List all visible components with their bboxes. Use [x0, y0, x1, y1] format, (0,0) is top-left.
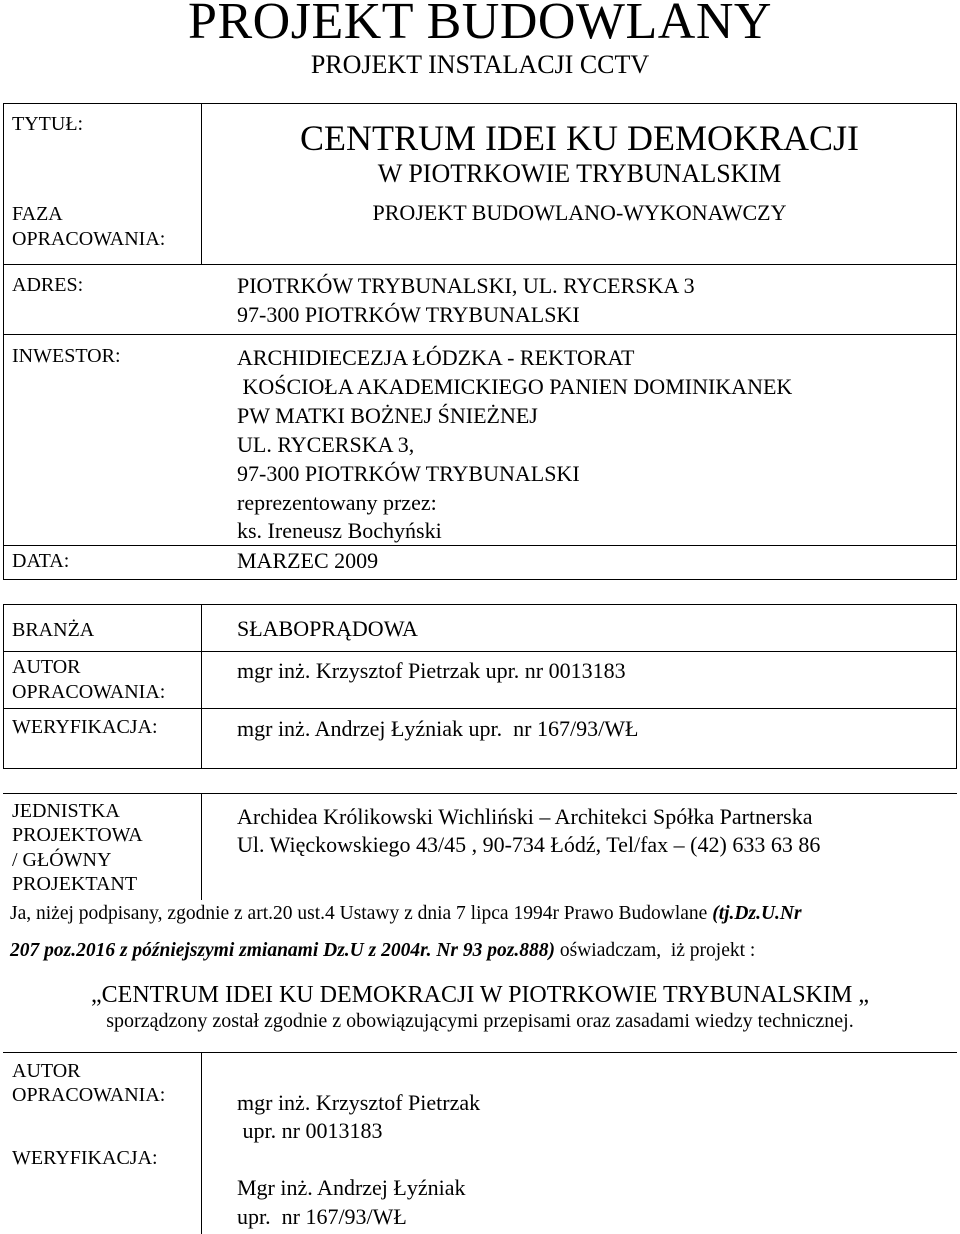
investor-label: INWESTOR:: [12, 345, 121, 367]
unit-name: Archidea Królikowski Wichliński – Architekci Spółka Partnerska: [237, 804, 813, 829]
project-table-row-line: [3, 334, 957, 335]
investor-line: PW MATKI BOŻNEJ ŚNIEŻNEJ: [237, 403, 538, 428]
branch-author-value: mgr inż. Krzysztof Pietrzak upr. nr 0013183: [237, 658, 626, 683]
signature-verifier-license: upr. nr 167/93/WŁ: [237, 1204, 407, 1229]
investor-line: 97-300 PIOTRKÓW TRYBUNALSKI: [237, 461, 580, 486]
address-label: ADRES:: [12, 274, 84, 296]
date-label: DATA:: [12, 550, 70, 572]
declaration-text: Ja, niżej podpisany, zgodnie z art.20 ust.4 Ustawy z dnia 7 lipca 1994r Prawo Budowlane: [10, 903, 713, 924]
branch-label: BRANŻA: [12, 619, 95, 641]
unit-separator: [3, 793, 957, 794]
project-title-line1: CENTRUM IDEI KU DEMOKRACJI: [300, 118, 859, 158]
declaration-line3: sporządzony został zgodnie z obowiązującymi przepisami oraz zasadami wiedzy technicznej.: [106, 1010, 854, 1032]
signatures-separator: [3, 1052, 957, 1053]
document-subtitle: PROJEKT INSTALACJI CCTV: [310, 50, 650, 79]
unit-label-line: / GŁÓWNY: [12, 849, 112, 871]
signature-verifier-name: Mgr inż. Andrzej Łyźniak: [237, 1175, 466, 1200]
address-line2: 97-300 PIOTRKÓW TRYBUNALSKI: [237, 302, 580, 327]
investor-line: ks. Ireneusz Bochyński: [237, 518, 442, 543]
unit-address: Ul. Więckowskiego 43/45 , 90-734 Łódź, Tel/fax – (42) 633 63 86: [237, 832, 821, 857]
investor-line: reprezentowany przez:: [237, 490, 437, 515]
investor-line: UL. RYCERSKA 3,: [237, 432, 415, 457]
unit-label-line: PROJEKTANT: [12, 873, 138, 895]
investor-line: ARCHIDIECEZJA ŁÓDZKA - REKTORAT: [237, 345, 635, 370]
signature-author-label-line1: AUTOR: [12, 1060, 81, 1082]
phase-label-line2: OPRACOWANIA:: [12, 228, 166, 250]
title-label: TYTUŁ:: [12, 113, 84, 135]
branch-table-row-line: [3, 708, 957, 709]
project-table-row-line: [3, 264, 957, 265]
address-line1: PIOTRKÓW TRYBUNALSKI, UL. RYCERSKA 3: [237, 273, 695, 298]
declaration-text: oświadczam, iż projekt :: [554, 940, 756, 961]
unit-divider: [201, 793, 202, 900]
branch-table-divider: [201, 604, 202, 769]
document-title: PROJEKT BUDOWLANY: [188, 0, 772, 50]
declaration-text-emphasis: (tj.Dz.U.Nr: [712, 903, 802, 924]
branch-author-label-line1: AUTOR: [12, 656, 81, 678]
signature-author-label-line2: OPRACOWANIA:: [12, 1084, 166, 1106]
project-table-row-line: [3, 545, 957, 546]
unit-label-line: JEDNISTKA: [12, 800, 120, 822]
signature-verification-label: WERYFIKACJA:: [12, 1147, 158, 1169]
phase-label-line1: FAZA: [12, 203, 63, 225]
branch-verification-value: mgr inż. Andrzej Łyźniak upr. nr 167/93/WŁ: [237, 716, 639, 741]
branch-author-label-line2: OPRACOWANIA:: [12, 681, 166, 703]
signatures-divider: [201, 1052, 202, 1234]
investor-line: KOŚCIOŁA AKADEMICKIEGO PANIEN DOMINIKANEK: [237, 374, 793, 399]
branch-table-row-line: [3, 651, 957, 652]
date-value: MARZEC 2009: [237, 548, 379, 573]
declared-project-name: „CENTRUM IDEI KU DEMOKRACJI W PIOTRKOWIE TRYBUNALSKIM „: [91, 982, 869, 1008]
branch-value: SŁABOPRĄDOWA: [237, 616, 418, 641]
branch-verification-label: WERYFIKACJA:: [12, 716, 158, 738]
declaration-line1: [10, 902, 802, 926]
project-title-line2: W PIOTRKOWIE TRYBUNALSKIM: [377, 159, 782, 188]
signature-author-license: upr. nr 0013183: [237, 1118, 383, 1143]
unit-label-line: PROJEKTOWA: [12, 824, 143, 846]
declaration-line2: [10, 939, 755, 963]
phase-value: PROJEKT BUDOWLANO-WYKONAWCZY: [372, 200, 787, 225]
declaration-text-emphasis: 207 poz.2016 z późniejszymi zmianami Dz.U z 2004r. Nr 93 poz.888): [10, 940, 555, 961]
signature-author-name: mgr inż. Krzysztof Pietrzak: [237, 1090, 481, 1115]
